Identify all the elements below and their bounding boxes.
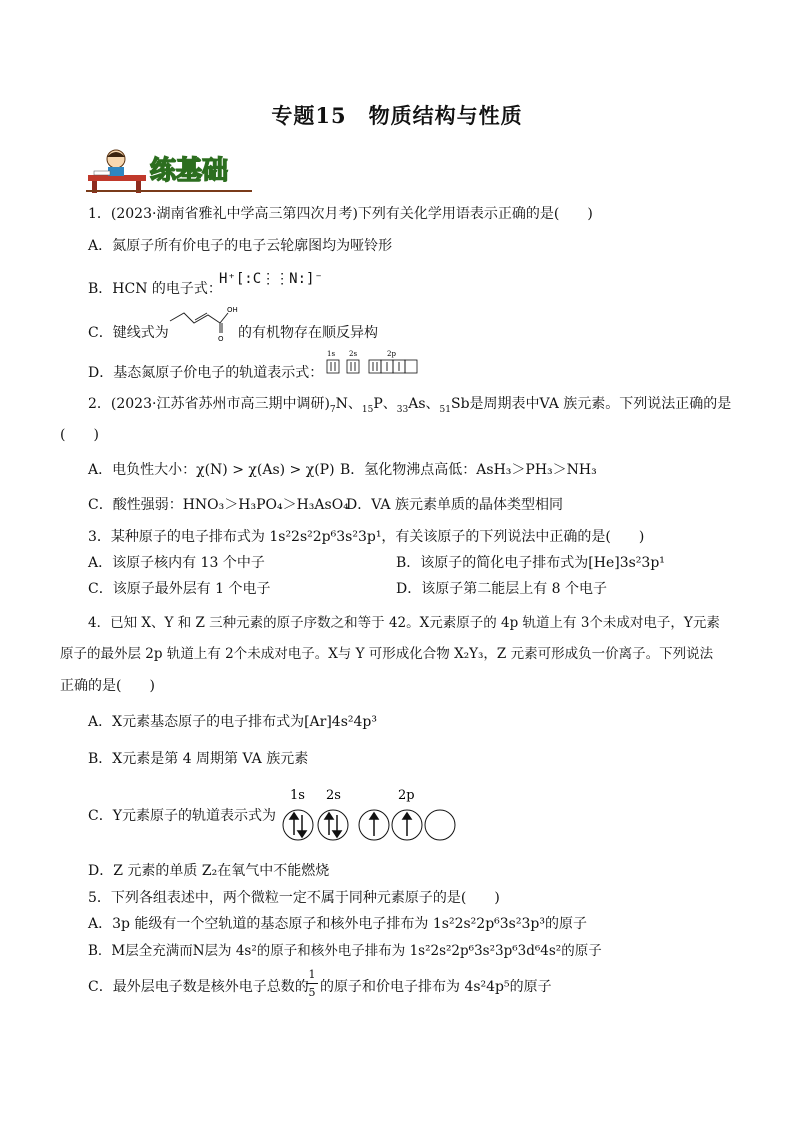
orbital-label-2s: 2s [349, 350, 358, 358]
q4-option-c: C．Y元素原子的轨道表示式为 [88, 808, 276, 824]
o-label: O [218, 335, 224, 343]
orbital-label-1s: 1s [290, 788, 305, 803]
student-cartoon-icon [88, 150, 146, 193]
oxygen-orbital-diagram [280, 785, 458, 843]
fraction-one-fifth [306, 967, 318, 1001]
q3-stem: 3．某种原子的电子排布式为 1s²2s²2p⁶3s²3p¹，有关该原子的下列说法中正确的是( ) [88, 529, 645, 545]
q1-option-d: D．基态氮原子价电子的轨道表示式： [88, 365, 324, 381]
q4-stem-line1: 4．已知 X、Y 和 Z 三种元素的原子序数之和等于 42。X元素原子的 4p 轨道上有 3个未成对电子，Y元素 [88, 615, 720, 631]
q2-stem: 2．(2023·江苏省苏州市高三期中调研)$_7N$、$_{15}$P、$_{33}$As、$_{51}$Sb是周期表中VA 族元素。下列说法正确的是 [88, 396, 732, 415]
q5-option-a: A．3p 能级有一个空轨道的基态原子和核外电子排布为 1s²2s²2p⁶3s²3p³的原子 [88, 916, 587, 932]
q1-stem: 1．(2023·湖南省雅礼中学高三第四次月考)下列有关化学用语表示正确的是( ) [88, 206, 593, 222]
q4-option-b: B．X元素是第 4 周期第 VA 族元素 [88, 751, 309, 767]
q3-option-c: C．该原子最外层有 1 个电子 [88, 581, 271, 597]
fraction-denominator: 5 [308, 986, 316, 999]
orbital-label-2s: 2s [326, 788, 341, 803]
q5-stem: 5．下列各组表述中，两个微粒一定不属于同种元素原子的是( ) [88, 890, 500, 906]
practice-basics-banner [86, 145, 252, 193]
hcn-lewis-formula: H⁺[:C⋮⋮N:]⁻ [219, 271, 323, 287]
q4-stem-line3: 正确的是( ) [60, 678, 155, 694]
q3-option-d: D．该原子第二能层上有 8 个电子 [396, 581, 608, 597]
orbital-label-2p: 2p [398, 788, 415, 803]
page-title: 专题15 物质结构与性质 [271, 103, 523, 128]
q3-option-a: A．该原子核内有 13 个中子 [88, 555, 265, 571]
q3-option-b: B．该原子的简化电子排布式为[He]3s²3p¹ [396, 555, 665, 571]
orbital-label-1s: 1s [327, 350, 336, 358]
q1-option-c-suffix: 的有机物存在顺反异构 [238, 325, 378, 341]
q2-stem-suffix: 是周期表中VA 族元素。下列说法正确的是 [469, 396, 732, 412]
q2-option-b: B．氢化物沸点高低：AsH₃＞PH₃＞NH₃ [340, 462, 597, 478]
q2-option-a: A．电负性大小：χ(N) > χ(As) > χ(P) [88, 462, 335, 478]
q1-option-b: B．HCN 的电子式： [88, 281, 222, 297]
q2-paren: ( ) [60, 427, 99, 443]
banner-text: 练基础 [150, 156, 229, 186]
q5-option-c-prefix: C．最外层电子数是核外电子总数的 [88, 979, 309, 995]
orbital-label-2p: 2p [387, 350, 396, 358]
q1-option-c-prefix: C．键线式为 [88, 325, 169, 341]
banner-underline [86, 190, 252, 192]
oh-label: OH [227, 306, 238, 314]
fraction-numerator: 1 [308, 968, 316, 981]
q4-option-a: A．X元素基态原子的电子排布式为[Ar]4s²4p³ [88, 714, 377, 730]
q5-option-c-suffix: 的原子和价电子排布为 4s²4p⁵的原子 [320, 979, 552, 995]
skeletal-formula-diagram [168, 303, 240, 343]
q5-option-b: B．M层全充满而N层为 4s²的原子和核外电子排布为 1s²2s²2p⁶3s²3p⁶3d⁶4s²的原子 [88, 943, 602, 959]
nitrogen-orbital-diagram [325, 349, 425, 377]
q2-stem-prefix: 2．(2023·江苏省苏州市高三期中调研) [88, 396, 330, 412]
q4-stem-line2: 原子的最外层 2p 轨道上有 2个未成对电子。X与 Y 可形成化合物 X₂Y₃，Z 元素可形成负一价离子。下列说法 [60, 646, 714, 662]
q2-option-d: D．VA 族元素单质的晶体类型相同 [346, 497, 563, 513]
q4-option-d: D．Z 元素的单质 Z₂在氧气中不能燃烧 [88, 863, 330, 879]
q2-option-c: C．酸性强弱：HNO₃＞H₃PO₄＞H₃AsO₄ [88, 497, 349, 513]
q1-option-a: A．氮原子所有价电子的电子云轮廓图均为哑铃形 [88, 238, 393, 254]
